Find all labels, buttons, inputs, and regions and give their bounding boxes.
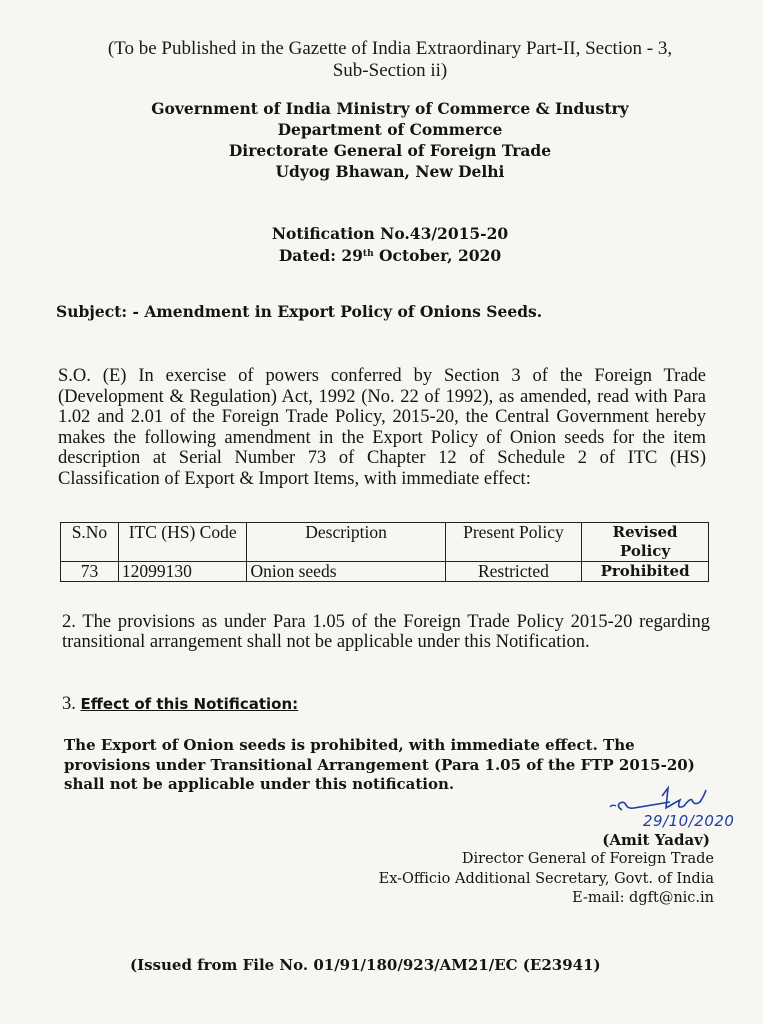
notification-number: Notification No.43/2015-20 [271,224,509,243]
header-present-policy: Present Policy [445,523,582,562]
date-suffix: October, 2020 [373,246,502,265]
signatory-name: (Amit Yadav) [602,831,710,849]
date-ordinal: th [362,249,374,259]
header-sno: S.No [61,523,119,562]
header-revised-policy: Revised Policy [582,523,709,562]
cell-revised-policy: Prohibited [582,562,709,582]
para-3-number: 3. [62,694,81,714]
subject-line: Subject: - Amendment in Export Policy of Onions Seeds. [56,302,543,321]
cell-sno: 73 [61,562,119,582]
header-itc-code: ITC (HS) Code [118,523,247,562]
gazette-note [50,38,730,82]
department-name: Department of Commerce [277,120,503,139]
signatory-title-1: Director General of Foreign Trade [461,851,714,867]
gazette-line-1: (To be Published in the Gazette of India Extraordinary Part-II, Section - 3, [107,38,673,59]
paragraph-3-heading [62,694,298,715]
header-description: Description [247,523,445,562]
ministry-name: Government of India Ministry of Commerce & Industry [151,99,629,118]
signature-date: 29/10/2020 [643,812,735,830]
effect-heading: Effect of this Notification: [80,695,299,713]
file-reference: (Issued from File No. 01/91/180/923/AM21/EC (E23941) [130,956,601,974]
cell-present-policy: Restricted [445,562,582,582]
policy-amendment-table [60,522,709,582]
signatory-designation [320,850,714,909]
table-row [61,562,709,582]
issuing-authority [50,98,730,182]
paragraph-1: S.O. (E) In exercise of powers conferred by Section 3 of the Foreign Trade (Development & Regulation) Act, 1992 (No. 22 of 1992), as amended, read with Para 1.02 and 2.01 of the Foreign Trade Policy, 2015-20, the Central Government hereby makes the following amendment in the Export Policy of Onion seeds for the item description at Serial Number 73 of Chapter 12 of Schedule 2 of ITC (HS) Classification of Export & Import Items, with immediate effect: [58,366,706,489]
notification-block [50,224,730,266]
gazette-line-2: Sub-Section ii) [332,60,448,81]
paragraph-2: 2. The provisions as under Para 1.05 of the Foreign Trade Policy 2015-20 regarding transitional arrangement shall not be applicable under this Notification. [62,612,710,652]
notification-date [50,244,730,266]
date-prefix: Dated: 29 [278,246,363,265]
signatory-title-2: Ex-Officio Additional Secretary, Govt. of India [378,870,714,887]
office-address: Udyog Bhawan, New Delhi [275,162,505,181]
cell-description: Onion seeds [247,562,445,582]
effect-body: The Export of Onion seeds is prohibited, with immediate effect. The provisions under Transitional Arrangement (Para 1.05 of the FTP 2015-20) shall not be applicable under this notification. [64,736,695,793]
cell-itc-code: 12099130 [118,562,247,582]
signatory-email: E-mail: dgft@nic.in [572,890,714,906]
directorate-name: Directorate General of Foreign Trade [228,141,552,160]
table-header-row [61,523,709,562]
